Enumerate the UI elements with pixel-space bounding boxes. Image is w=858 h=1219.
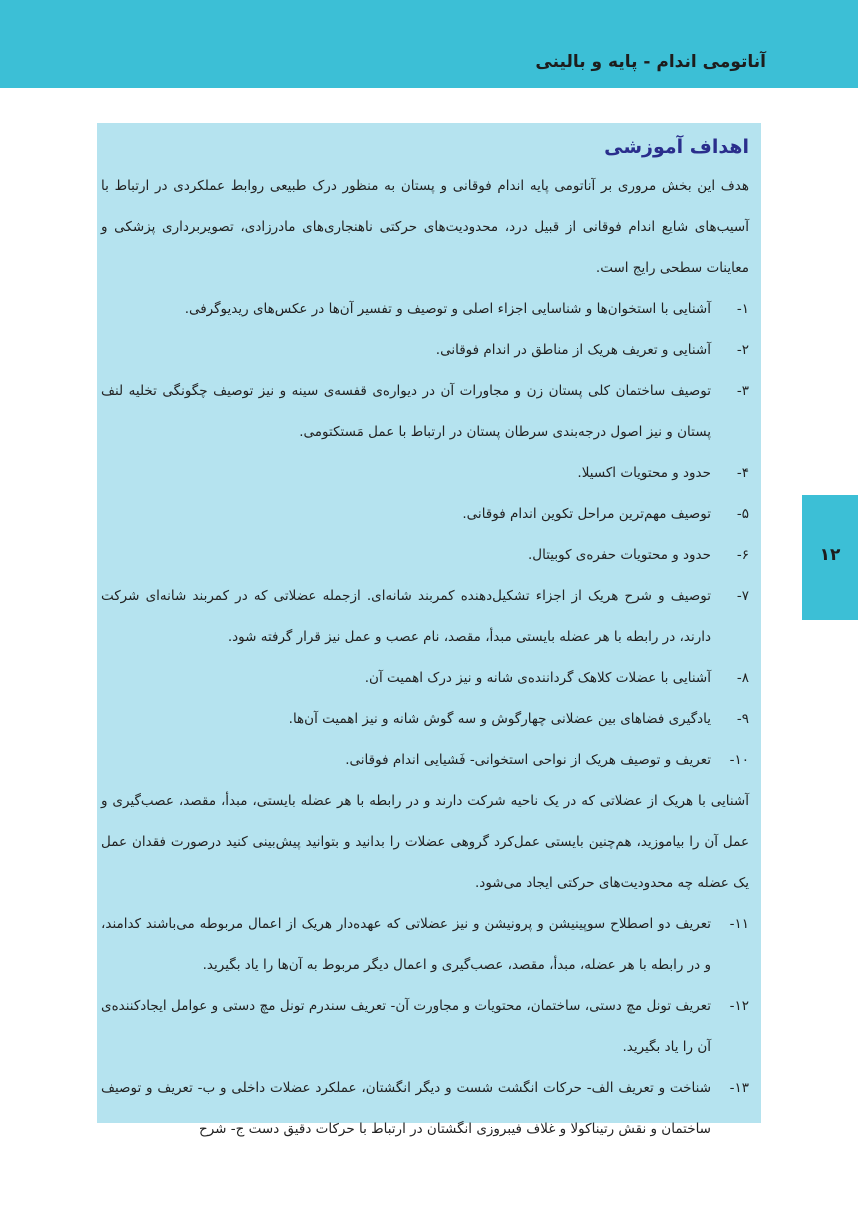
item-number: ۱۱- — [729, 916, 749, 932]
objectives-box — [97, 123, 761, 1137]
item-text: آشنایی با استخوان‌ها و شناسایی اجزاء اصلی و توصیف و تفسیر آن‌ها در عکس‌های ریدیوگرفی. — [184, 301, 711, 317]
item-text: توصیف ساختمان کلی پستان زن و مجاورات آن در دیواره‌ی قفسه‌ی سینه و نیز توصیف چگونگی تخلیه لنف پستان و نیز اصول درجه‌بندی سرطان پستان در ارتباط با عمل مَستکتومی. — [101, 383, 711, 440]
item-text: حدود و محتویات حفره‌ی کوبیتال. — [527, 547, 711, 563]
intro-paragraph: هدف این بخش مروری بر آناتومی پایه اندام فوقانی و پستان به منظور درک طبیعی روابط عملکردی در ارتباط با آسیب‌های شایع اندام فوقانی از قبیل درد، محدودیت‌های حرکتی ناهنجاری‌های مادرزادی، تصویربرداری پزشکی و معاینات سطحی رایج است. — [101, 178, 749, 276]
item-text: تعریف و توصیف هریک از نواحی استخوانی- فَشیایی اندام فوقانی. — [345, 752, 711, 768]
item-number: ۵- — [736, 506, 749, 522]
list-item — [101, 371, 749, 453]
objectives-heading: اهداف آموزشی — [604, 136, 749, 158]
item-number: ۱- — [736, 301, 749, 317]
item-number: ۹- — [736, 711, 749, 727]
item-text: توصیف و شرح هریک از اجزاء تشکیل‌دهنده کمربند شانه‌ای. ازجمله عضلاتی که در کمربند شانه‌ای شرکت دارند، در رابطه با هر عضله بایستی مبدأ، مقصد، نام عصب و عمل نیز قرار گرفته شود. — [101, 588, 711, 645]
item-number: ۸- — [736, 670, 749, 686]
list-item — [101, 535, 749, 576]
list-item — [101, 330, 749, 371]
item-text: یادگیری فضاهای بین عضلانی چهارگوش و سه گوش شانه و نیز اهمیت آن‌ها. — [288, 711, 711, 727]
item-number: ۱۰- — [729, 752, 749, 768]
list-item — [101, 289, 749, 330]
chapter-side-tab — [802, 495, 858, 620]
item-text: آشنایی با عضلات کلاهک گرداننده‌ی شانه و نیز درک اهمیت آن. — [364, 670, 711, 686]
item-number: ۱۳- — [729, 1080, 749, 1096]
item-text: آشنایی و تعریف هریک از مناطق در اندام فوقانی. — [435, 342, 711, 358]
list-item — [101, 904, 749, 986]
list-item — [101, 699, 749, 740]
item-number: ۳- — [736, 383, 749, 399]
page-header — [0, 0, 858, 88]
list-item — [101, 576, 749, 658]
book-title: آناتومی اندام - پایه و بالینی — [535, 52, 766, 72]
objectives-content — [101, 131, 749, 1150]
list-item — [101, 986, 749, 1068]
list-item — [101, 494, 749, 535]
item-number: ۶- — [736, 547, 749, 563]
item-text: توصیف مهم‌ترین مراحل تکوین اندام فوقانی. — [462, 506, 711, 522]
list-item — [101, 1068, 749, 1150]
page-number: ۱۲ — [819, 545, 841, 565]
list-item — [101, 740, 749, 781]
middle-paragraph: آشنایی با هریک از عضلاتی که در یک ناحیه شرکت دارند و در رابطه با هر عضله بایستی، مبدأ، مقصد، عصب‌گیری و عمل آن را بیاموزید، هم‌چنین بایستی عمل‌کرد گروهی عضلات را بدانید و بتوانید پیش‌بینی کنید درصورت فقدان عمل یک عضله چه محدودیت‌های حرکتی ایجاد می‌شود. — [101, 793, 749, 891]
list-item — [101, 658, 749, 699]
item-number: ۷- — [736, 588, 749, 604]
list-item — [101, 453, 749, 494]
item-number: ۱۲- — [729, 998, 749, 1014]
item-text: حدود و محتویات اکسیلا. — [577, 465, 711, 481]
item-number: ۴- — [736, 465, 749, 481]
item-number: ۲- — [736, 342, 749, 358]
item-text: شناخت و تعریف الف- حرکات انگشت شست و دیگر انگشتان، عملکرد عضلات داخلی و ب- تعریف و توصیف ساختمان و نقش رتیناکولا و غلاف فیبروزی انگشتان در ارتباط با حرکات دقیق دست ج- شرح — [101, 1080, 711, 1137]
item-text: تعریف دو اصطلاح سوپینیشن و پرونیشن و نیز عضلاتی که عهده‌دار هریک از اعمال مربوطه می‌باشند کدامند، و در رابطه با هر عضله، مبدأ، مقصد، عصب‌گیری و اعمال دیگر مربوط به آن‌ها را یاد بگیرید. — [101, 916, 711, 973]
item-text: تعریف تونل مچ دستی، ساختمان، محتویات و مجاورت آن- تعریف سندرم تونل مچ دستی و عوامل ایجادکننده‌ی آن را یاد بگیرید. — [101, 998, 711, 1055]
